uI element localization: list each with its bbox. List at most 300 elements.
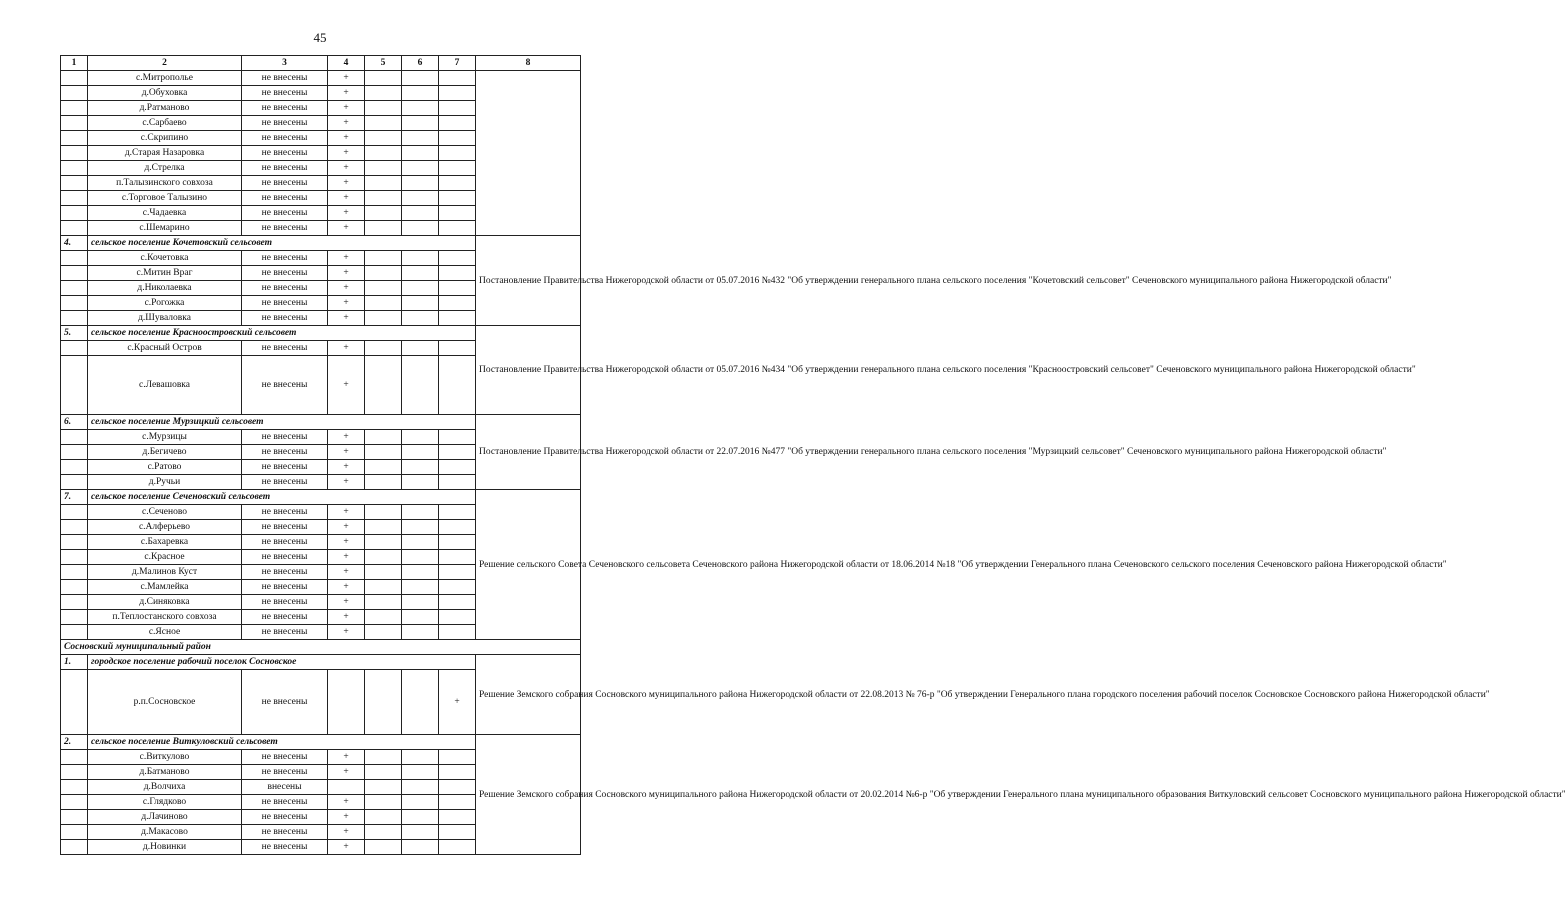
row-number-cell	[61, 795, 88, 810]
settlement-name: с.Митрополье	[88, 71, 242, 86]
empty-cell	[365, 780, 402, 795]
legal-note: Постановление Правительства Нижегородской области от 22.07.2016 №477 "Об утверждении генерального плана сельского поселения "Мурзицкий сельсовет" Сеченовского муниципального района Нижегородской области"	[476, 415, 581, 490]
mark-cell-7	[439, 520, 476, 535]
section-row	[61, 655, 581, 670]
empty-cell	[365, 750, 402, 765]
row-number-cell	[61, 86, 88, 101]
mark-cell-7	[439, 535, 476, 550]
mark-cell: +	[328, 625, 365, 640]
status-cell: не внесены	[242, 191, 328, 206]
mark-cell: +	[328, 430, 365, 445]
settlement-name: д.Лачиново	[88, 810, 242, 825]
status-cell: не внесены	[242, 505, 328, 520]
legal-note: Решение сельского Совета Сеченовского сельсовета Сеченовского района Нижегородской области от 18.06.2014 №18 "Об утверждении Генерального плана Сеченовского сельского поселения Сеченовского района Нижегородской области"	[476, 490, 581, 640]
row-number-cell	[61, 840, 88, 855]
section-number: 4.	[61, 236, 88, 251]
status-cell: не внесены	[242, 580, 328, 595]
empty-cell	[402, 86, 439, 101]
empty-cell	[402, 191, 439, 206]
empty-cell	[365, 116, 402, 131]
row-number-cell	[61, 430, 88, 445]
empty-cell	[365, 565, 402, 580]
empty-cell	[365, 475, 402, 490]
empty-cell	[402, 131, 439, 146]
settlement-name: д.Батманово	[88, 765, 242, 780]
mark-cell: +	[328, 71, 365, 86]
mark-cell-7	[439, 146, 476, 161]
mark-cell: +	[328, 595, 365, 610]
empty-cell	[402, 505, 439, 520]
empty-cell	[402, 625, 439, 640]
column-header: 6	[402, 56, 439, 71]
status-cell: не внесены	[242, 266, 328, 281]
empty-cell	[365, 550, 402, 565]
mark-cell: +	[328, 810, 365, 825]
empty-cell	[365, 311, 402, 326]
legal-note: Решение Земского собрания Сосновского муниципального района Нижегородской области от 20.02.2014 №6-р "Об утверждении Генерального плана муниципального образования Виткуловский сельсовет Сосновского муниципального района Нижегородской области"	[476, 735, 581, 855]
section-number: 6.	[61, 415, 88, 430]
status-cell: не внесены	[242, 565, 328, 580]
empty-cell	[402, 670, 439, 735]
mark-cell-7	[439, 795, 476, 810]
settlement-name: с.Левашовка	[88, 356, 242, 415]
empty-cell	[365, 101, 402, 116]
settlement-name: д.Ратманово	[88, 101, 242, 116]
empty-cell	[365, 580, 402, 595]
row-number-cell	[61, 580, 88, 595]
mark-cell-7	[439, 221, 476, 236]
empty-cell	[402, 161, 439, 176]
settlement-name: с.Скрипино	[88, 131, 242, 146]
status-cell: не внесены	[242, 460, 328, 475]
mark-cell-7: +	[439, 670, 476, 735]
mark-cell-7	[439, 251, 476, 266]
status-cell: не внесены	[242, 475, 328, 490]
section-title: сельское поселение Мурзицкий сельсовет	[88, 415, 476, 430]
mark-cell: +	[328, 266, 365, 281]
mark-cell-7	[439, 595, 476, 610]
mark-cell-7	[439, 71, 476, 86]
settlement-name: д.Старая Назаровка	[88, 146, 242, 161]
row-number-cell	[61, 221, 88, 236]
row-number-cell	[61, 251, 88, 266]
mark-cell: +	[328, 460, 365, 475]
empty-cell	[402, 206, 439, 221]
empty-cell	[365, 251, 402, 266]
registry-table	[60, 55, 1566, 855]
empty-cell	[365, 296, 402, 311]
status-cell: не внесены	[242, 146, 328, 161]
row-number-cell	[61, 765, 88, 780]
mark-cell: +	[328, 221, 365, 236]
mark-cell-7	[439, 161, 476, 176]
row-number-cell	[61, 475, 88, 490]
status-cell: не внесены	[242, 296, 328, 311]
empty-cell	[365, 625, 402, 640]
status-cell: не внесены	[242, 535, 328, 550]
settlement-name: п.Талызинского совхоза	[88, 176, 242, 191]
empty-cell	[365, 610, 402, 625]
settlement-name: д.Ручьи	[88, 475, 242, 490]
mark-cell: +	[328, 475, 365, 490]
row-number-cell	[61, 296, 88, 311]
mark-cell	[328, 780, 365, 795]
mark-cell: +	[328, 765, 365, 780]
legal-note: Решение Земского собрания Сосновского муниципального района Нижегородской области от 22.08.2013 № 76-р "Об утверждении Генерального плана городского поселения рабочий поселок Сосновское Сосновского района Нижегородской области"	[476, 655, 581, 735]
status-cell: не внесены	[242, 341, 328, 356]
status-cell: не внесены	[242, 550, 328, 565]
status-cell: не внесены	[242, 101, 328, 116]
status-cell: не внесены	[242, 810, 328, 825]
status-cell: не внесены	[242, 281, 328, 296]
empty-cell	[402, 550, 439, 565]
settlement-name: п.Теплостанского совхоза	[88, 610, 242, 625]
empty-cell	[402, 251, 439, 266]
settlement-name: с.Красный Остров	[88, 341, 242, 356]
table-row	[61, 71, 581, 86]
empty-cell	[402, 565, 439, 580]
mark-cell-7	[439, 610, 476, 625]
status-cell: не внесены	[242, 116, 328, 131]
status-cell: не внесены	[242, 795, 328, 810]
section-number: 1.	[61, 655, 88, 670]
mark-cell: +	[328, 795, 365, 810]
empty-cell	[402, 840, 439, 855]
settlement-name: р.п.Сосновское	[88, 670, 242, 735]
row-number-cell	[61, 810, 88, 825]
section-title: городское поселение рабочий поселок Сосновское	[88, 655, 476, 670]
mark-cell-7	[439, 750, 476, 765]
status-cell: не внесены	[242, 445, 328, 460]
mark-cell-7	[439, 296, 476, 311]
settlement-name: с.Торговое Талызино	[88, 191, 242, 206]
page-number: 45	[313, 30, 327, 45]
mark-cell: +	[328, 176, 365, 191]
mark-cell: +	[328, 520, 365, 535]
empty-cell	[402, 311, 439, 326]
status-cell: не внесены	[242, 595, 328, 610]
empty-cell	[402, 341, 439, 356]
mark-cell: +	[328, 161, 365, 176]
row-number-cell	[61, 595, 88, 610]
row-number-cell	[61, 101, 88, 116]
empty-cell	[402, 520, 439, 535]
mark-cell: +	[328, 296, 365, 311]
settlement-name: с.Виткулово	[88, 750, 242, 765]
status-cell: не внесены	[242, 520, 328, 535]
empty-cell	[365, 595, 402, 610]
status-cell: не внесены	[242, 625, 328, 640]
settlement-name: с.Чадаевка	[88, 206, 242, 221]
status-cell: не внесены	[242, 251, 328, 266]
empty-cell	[365, 430, 402, 445]
empty-cell	[402, 475, 439, 490]
settlement-name: с.Рогожка	[88, 296, 242, 311]
section-row	[61, 415, 581, 430]
section-row	[61, 326, 581, 341]
empty-cell	[365, 460, 402, 475]
empty-cell	[402, 146, 439, 161]
section-number: 7.	[61, 490, 88, 505]
empty-cell	[365, 765, 402, 780]
mark-cell-7	[439, 266, 476, 281]
mark-cell-7	[439, 131, 476, 146]
empty-cell	[402, 266, 439, 281]
mark-cell: +	[328, 505, 365, 520]
settlement-name: д.Обуховка	[88, 86, 242, 101]
empty-cell	[365, 445, 402, 460]
mark-cell: +	[328, 445, 365, 460]
settlement-name: д.Малинов Куст	[88, 565, 242, 580]
empty-cell	[365, 191, 402, 206]
empty-cell	[402, 535, 439, 550]
legal-note	[476, 71, 581, 236]
status-cell: не внесены	[242, 71, 328, 86]
section-number: 2.	[61, 735, 88, 750]
status-cell: не внесены	[242, 311, 328, 326]
mark-cell-7	[439, 565, 476, 580]
empty-cell	[365, 176, 402, 191]
settlement-name: с.Митин Враг	[88, 266, 242, 281]
row-number-cell	[61, 116, 88, 131]
status-cell: не внесены	[242, 430, 328, 445]
settlement-name: д.Синяковка	[88, 595, 242, 610]
mark-cell-7	[439, 86, 476, 101]
empty-cell	[365, 825, 402, 840]
empty-cell	[365, 535, 402, 550]
empty-cell	[402, 71, 439, 86]
mark-cell-7	[439, 580, 476, 595]
empty-cell	[402, 580, 439, 595]
empty-cell	[402, 780, 439, 795]
mark-cell: +	[328, 281, 365, 296]
status-cell: не внесены	[242, 176, 328, 191]
header-row	[61, 56, 581, 71]
empty-cell	[402, 825, 439, 840]
row-number-cell	[61, 281, 88, 296]
mark-cell	[328, 670, 365, 735]
row-number-cell	[61, 610, 88, 625]
settlement-name: с.Сарбаево	[88, 116, 242, 131]
section-row	[61, 735, 581, 750]
mark-cell-7	[439, 460, 476, 475]
mark-cell-7	[439, 341, 476, 356]
status-cell: не внесены	[242, 356, 328, 415]
mark-cell-7	[439, 780, 476, 795]
settlement-name: д.Бегичево	[88, 445, 242, 460]
row-number-cell	[61, 750, 88, 765]
empty-cell	[365, 221, 402, 236]
row-number-cell	[61, 445, 88, 460]
mark-cell: +	[328, 311, 365, 326]
row-number-cell	[61, 625, 88, 640]
settlement-name: с.Мурзицы	[88, 430, 242, 445]
status-cell: не внесены	[242, 670, 328, 735]
empty-cell	[402, 750, 439, 765]
section-title: сельское поселение Красноостровский сельсовет	[88, 326, 476, 341]
settlement-name: д.Новинки	[88, 840, 242, 855]
empty-cell	[402, 101, 439, 116]
mark-cell: +	[328, 251, 365, 266]
row-number-cell	[61, 535, 88, 550]
section-number: 5.	[61, 326, 88, 341]
mark-cell: +	[328, 146, 365, 161]
empty-cell	[365, 795, 402, 810]
empty-cell	[402, 296, 439, 311]
mark-cell-7	[439, 550, 476, 565]
empty-cell	[365, 131, 402, 146]
mark-cell: +	[328, 580, 365, 595]
settlement-name: с.Шемарино	[88, 221, 242, 236]
mark-cell: +	[328, 191, 365, 206]
mark-cell: +	[328, 341, 365, 356]
mark-cell: +	[328, 750, 365, 765]
mark-cell: +	[328, 565, 365, 580]
column-header: 1	[61, 56, 88, 71]
empty-cell	[402, 460, 439, 475]
section-title: сельское поселение Виткуловский сельсовет	[88, 735, 476, 750]
column-header: 5	[365, 56, 402, 71]
legal-note: Постановление Правительства Нижегородской области от 05.07.2016 №434 "Об утверждении генерального плана сельского поселения "Красноостровский сельсовет" Сеченовского муниципального района Нижегородской области"	[476, 326, 581, 415]
status-cell: не внесены	[242, 206, 328, 221]
status-cell: не внесены	[242, 131, 328, 146]
mark-cell-7	[439, 206, 476, 221]
column-header: 7	[439, 56, 476, 71]
settlement-name: д.Макасово	[88, 825, 242, 840]
empty-cell	[365, 840, 402, 855]
empty-cell	[402, 430, 439, 445]
empty-cell	[365, 505, 402, 520]
settlement-name: с.Ясное	[88, 625, 242, 640]
row-number-cell	[61, 780, 88, 795]
empty-cell	[402, 445, 439, 460]
row-number-cell	[61, 550, 88, 565]
row-number-cell	[61, 460, 88, 475]
status-cell: не внесены	[242, 765, 328, 780]
mark-cell-7	[439, 101, 476, 116]
settlement-name: д.Волчиха	[88, 780, 242, 795]
settlement-name: д.Стрелка	[88, 161, 242, 176]
empty-cell	[365, 810, 402, 825]
mark-cell-7	[439, 625, 476, 640]
settlement-name: с.Глядково	[88, 795, 242, 810]
row-number-cell	[61, 356, 88, 415]
empty-cell	[365, 71, 402, 86]
empty-cell	[365, 281, 402, 296]
row-number-cell	[61, 161, 88, 176]
row-number-cell	[61, 520, 88, 535]
mark-cell: +	[328, 840, 365, 855]
mark-cell: +	[328, 86, 365, 101]
settlement-name: с.Красное	[88, 550, 242, 565]
mark-cell-7	[439, 825, 476, 840]
mark-cell-7	[439, 356, 476, 415]
column-header: 4	[328, 56, 365, 71]
column-header: 2	[88, 56, 242, 71]
empty-cell	[402, 810, 439, 825]
empty-cell	[365, 670, 402, 735]
column-header: 8	[476, 56, 581, 71]
row-number-cell	[61, 131, 88, 146]
row-number-cell	[61, 341, 88, 356]
row-number-cell	[61, 825, 88, 840]
legal-note: Постановление Правительства Нижегородской области от 05.07.2016 №432 "Об утверждении генерального плана сельского поселения "Кочетовский сельсовет" Сеченовского муниципального района Нижегородской области"	[476, 236, 581, 326]
empty-cell	[365, 266, 402, 281]
settlement-name: с.Бахаревка	[88, 535, 242, 550]
empty-cell	[402, 176, 439, 191]
section-row	[61, 490, 581, 505]
settlement-name: с.Кочетовка	[88, 251, 242, 266]
row-number-cell	[61, 670, 88, 735]
empty-cell	[402, 281, 439, 296]
empty-cell	[365, 146, 402, 161]
empty-cell	[402, 221, 439, 236]
empty-cell	[365, 341, 402, 356]
mark-cell-7	[439, 176, 476, 191]
status-cell: не внесены	[242, 610, 328, 625]
empty-cell	[402, 795, 439, 810]
status-cell: не внесены	[242, 825, 328, 840]
row-number-cell	[61, 266, 88, 281]
row-number-cell	[61, 206, 88, 221]
mark-cell: +	[328, 550, 365, 565]
mark-cell-7	[439, 430, 476, 445]
empty-cell	[402, 116, 439, 131]
mark-cell: +	[328, 356, 365, 415]
section-title: сельское поселение Кочетовский сельсовет	[88, 236, 476, 251]
empty-cell	[365, 356, 402, 415]
mark-cell: +	[328, 610, 365, 625]
empty-cell	[402, 356, 439, 415]
mark-cell-7	[439, 116, 476, 131]
mark-cell-7	[439, 840, 476, 855]
status-cell: не внесены	[242, 840, 328, 855]
section-row	[61, 236, 581, 251]
section-title: сельское поселение Сеченовский сельсовет	[88, 490, 476, 505]
status-cell: не внесены	[242, 161, 328, 176]
row-number-cell	[61, 505, 88, 520]
empty-cell	[402, 595, 439, 610]
mark-cell: +	[328, 116, 365, 131]
mark-cell: +	[328, 825, 365, 840]
mark-cell-7	[439, 810, 476, 825]
mark-cell-7	[439, 445, 476, 460]
settlement-name: с.Алферьево	[88, 520, 242, 535]
district-row	[61, 640, 581, 655]
row-number-cell	[61, 176, 88, 191]
settlement-name: д.Шуваловка	[88, 311, 242, 326]
row-number-cell	[61, 71, 88, 86]
empty-cell	[365, 520, 402, 535]
empty-cell	[402, 765, 439, 780]
column-header: 3	[242, 56, 328, 71]
settlement-name: с.Мамлейка	[88, 580, 242, 595]
settlement-name: с.Ратово	[88, 460, 242, 475]
status-cell: внесены	[242, 780, 328, 795]
mark-cell: +	[328, 535, 365, 550]
mark-cell-7	[439, 311, 476, 326]
empty-cell	[365, 86, 402, 101]
row-number-cell	[61, 191, 88, 206]
mark-cell-7	[439, 765, 476, 780]
mark-cell-7	[439, 281, 476, 296]
status-cell: не внесены	[242, 750, 328, 765]
status-cell: не внесены	[242, 221, 328, 236]
empty-cell	[365, 206, 402, 221]
settlement-name: с.Сеченово	[88, 505, 242, 520]
status-cell: не внесены	[242, 86, 328, 101]
mark-cell-7	[439, 505, 476, 520]
